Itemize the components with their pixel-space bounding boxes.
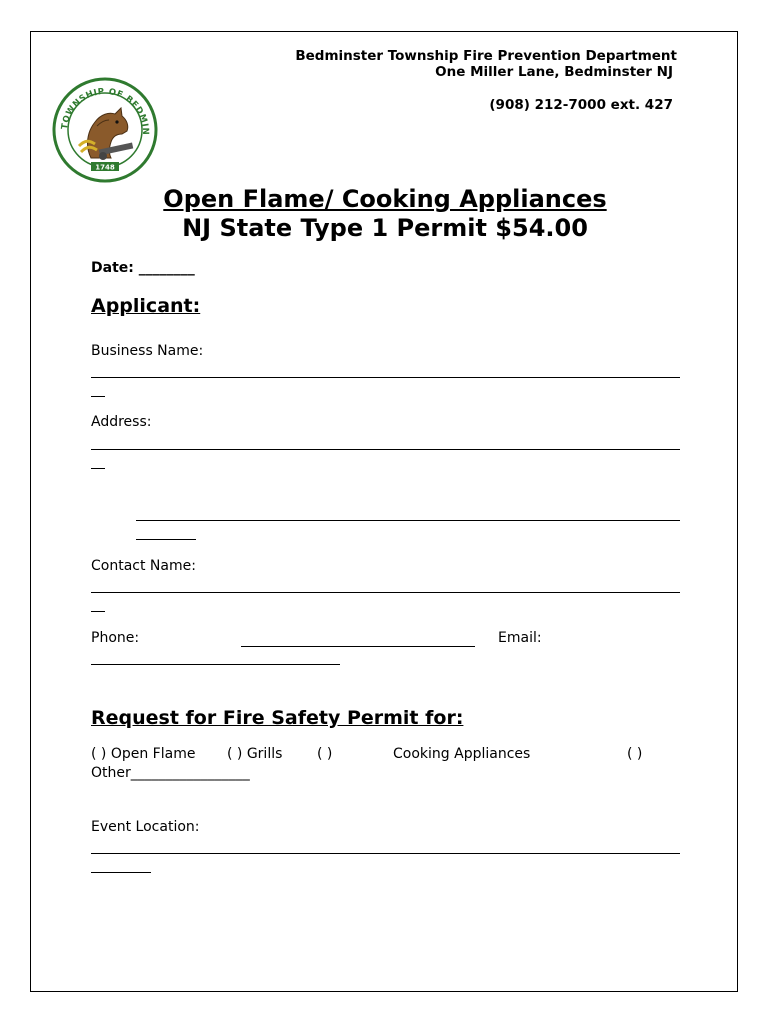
option-other-paren: ( )	[627, 746, 643, 762]
department-address: One Miller Lane, Bedminster NJ	[435, 64, 673, 80]
department-phone: (908) 212-7000 ext. 427	[489, 97, 673, 113]
address-line-1-tail	[91, 468, 105, 469]
seal-year: 1748	[95, 163, 115, 172]
email-label: Email:	[498, 630, 542, 646]
option-grills: ( ) Grills	[227, 746, 283, 762]
business-name-label: Business Name:	[91, 343, 204, 359]
event-location-line-tail	[91, 872, 151, 873]
seal-ring-text: TOWNSHIP OF BEDMIN	[60, 86, 151, 136]
address-line-1	[91, 449, 680, 450]
contact-name-label: Contact Name:	[91, 558, 196, 574]
department-name: Bedminster Township Fire Prevention Department	[295, 48, 677, 64]
option-open-flame: ( ) Open Flame	[91, 746, 196, 762]
phone-line	[241, 646, 475, 647]
contact-name-line	[91, 592, 680, 593]
date-field-label: Date: ________	[91, 260, 195, 276]
option-cooking-paren: ( )	[317, 746, 333, 762]
event-location-label: Event Location:	[91, 819, 200, 835]
address-label: Address:	[91, 414, 152, 430]
option-cooking-appliances: Cooking Appliances	[393, 746, 531, 762]
business-name-line-tail	[91, 396, 105, 397]
phone-label: Phone:	[91, 630, 140, 646]
form-title: Open Flame/ Cooking Appliances	[163, 185, 607, 213]
address-line-2-tail	[136, 539, 196, 540]
permit-form-page	[30, 31, 738, 992]
township-seal-logo	[51, 76, 159, 184]
form-subtitle: NJ State Type 1 Permit $54.00	[182, 214, 588, 242]
option-other: Other_________________	[91, 765, 250, 781]
event-location-line	[91, 853, 680, 854]
request-heading: Request for Fire Safety Permit for:	[91, 707, 464, 729]
business-name-line	[91, 377, 680, 378]
contact-name-line-tail	[91, 611, 105, 612]
email-line	[91, 664, 340, 665]
applicant-heading: Applicant:	[91, 295, 201, 317]
address-line-2	[136, 520, 680, 521]
